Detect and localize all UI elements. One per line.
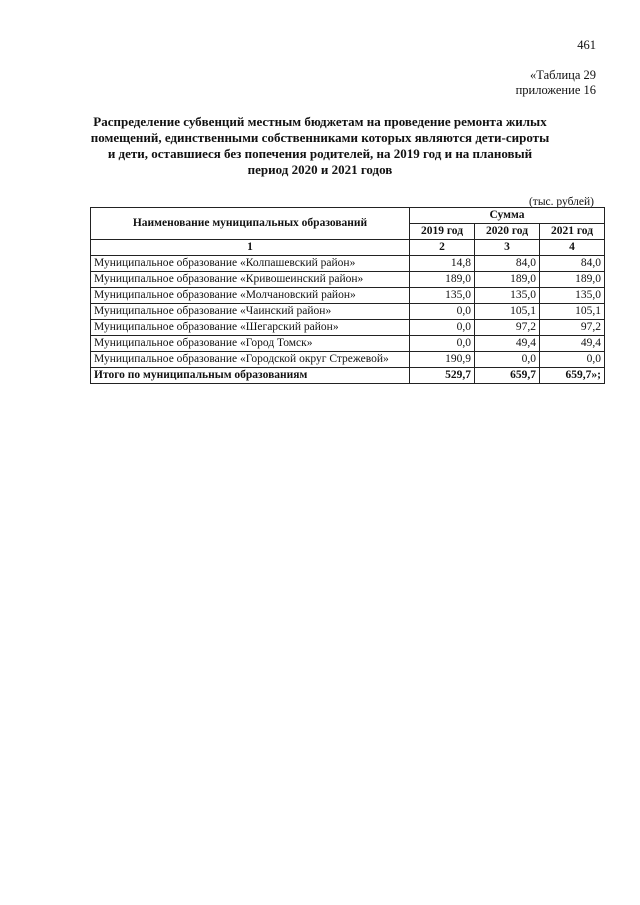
table-row xyxy=(91,288,605,304)
value-2020: 49,4 xyxy=(475,336,540,352)
municipality-name: Муниципальное образование «Кривошеинский район» xyxy=(91,272,410,288)
municipality-name: Муниципальное образование «Шегарский район» xyxy=(91,320,410,336)
value-2021: 105,1 xyxy=(540,304,605,320)
total-2019: 529,7 xyxy=(410,368,475,384)
total-2020: 659,7 xyxy=(475,368,540,384)
value-2019: 0,0 xyxy=(410,336,475,352)
municipality-name: Муниципальное образование «Чаинский район» xyxy=(91,304,410,320)
header-sum: Сумма xyxy=(410,208,605,224)
table-reference xyxy=(516,68,596,98)
value-2021: 97,2 xyxy=(540,320,605,336)
subvention-table xyxy=(90,207,605,384)
table-number: «Таблица 29 xyxy=(530,68,596,82)
column-number: 2 xyxy=(410,240,475,256)
table-row xyxy=(91,304,605,320)
municipality-name: Муниципальное образование «Колпашевский район» xyxy=(91,256,410,272)
units-label: (тыс. рублей) xyxy=(528,196,594,208)
table-row xyxy=(91,320,605,336)
value-2020: 105,1 xyxy=(475,304,540,320)
value-2019: 0,0 xyxy=(410,304,475,320)
value-2021: 0,0 xyxy=(540,352,605,368)
value-2020: 84,0 xyxy=(475,256,540,272)
column-number: 3 xyxy=(475,240,540,256)
total-2021: 659,7»; xyxy=(540,368,605,384)
page-number: 461 xyxy=(577,38,596,52)
total-row xyxy=(91,368,605,384)
municipality-name: Муниципальное образование «Город Томск» xyxy=(91,336,410,352)
header-name: Наименование муниципальных образований xyxy=(91,208,410,240)
header-year-2020: 2020 год xyxy=(475,224,540,240)
value-2021: 49,4 xyxy=(540,336,605,352)
appendix-number: приложение 16 xyxy=(515,83,596,97)
column-number: 4 xyxy=(540,240,605,256)
document-title: Распределение субвенций местным бюджетам на проведение ремонта жилых помещений, единственными собственниками которых являются дети-сироты и дети, оставшиеся без попечения родителей, на 2019 год и на плановый период 2020 и 2021 годов xyxy=(90,114,550,177)
value-2020: 0,0 xyxy=(475,352,540,368)
column-number: 1 xyxy=(91,240,410,256)
value-2021: 189,0 xyxy=(540,272,605,288)
value-2020: 189,0 xyxy=(475,272,540,288)
value-2019: 189,0 xyxy=(410,272,475,288)
table-row xyxy=(91,256,605,272)
table-row xyxy=(91,272,605,288)
municipality-name: Муниципальное образование «Молчановский район» xyxy=(91,288,410,304)
header-year-2019: 2019 год xyxy=(410,224,475,240)
value-2020: 97,2 xyxy=(475,320,540,336)
value-2019: 135,0 xyxy=(410,288,475,304)
table-row xyxy=(91,336,605,352)
total-label: Итого по муниципальным образованиям xyxy=(91,368,410,384)
value-2021: 84,0 xyxy=(540,256,605,272)
header-year-2021: 2021 год xyxy=(540,224,605,240)
value-2021: 135,0 xyxy=(540,288,605,304)
value-2020: 135,0 xyxy=(475,288,540,304)
table-row xyxy=(91,352,605,368)
value-2019: 0,0 xyxy=(410,320,475,336)
value-2019: 190,9 xyxy=(410,352,475,368)
municipality-name: Муниципальное образование «Городской округ Стрежевой» xyxy=(91,352,410,368)
value-2019: 14,8 xyxy=(410,256,475,272)
